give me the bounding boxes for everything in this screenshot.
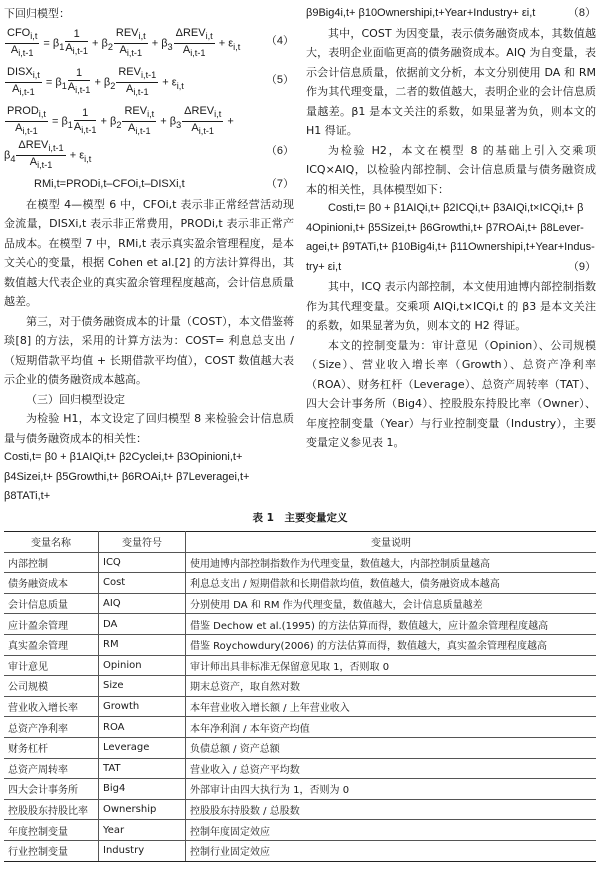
table-row bbox=[4, 758, 596, 779]
table-row bbox=[4, 737, 596, 758]
paragraph-h2: 为检验 H2，本文在模型 8 的基础上引入交乘项 ICQ×AIQ，以检验内部控制、会计信息质量与债务融资成本的相关性，具体模型如下： bbox=[306, 143, 596, 196]
table-row bbox=[4, 552, 596, 573]
paragraph-cost: 第三，对于债务融资成本的计量（COST），本文借鉴蒋琰[8] 的方法，采用的计算方法为：COST= 利息总支出 /（短期借款平均值 + 长期借款平均值），COST 数值越大表示企业的债务融资成本越高。 bbox=[4, 314, 294, 386]
left-column bbox=[4, 4, 294, 507]
cell-variable-description: 分别使用 DA 和 RM 作为代理变量，数值越大，会计信息质量越差 bbox=[186, 593, 597, 614]
cell-variable-symbol: Leverage bbox=[99, 737, 186, 758]
equation-7-text: RMi,t=PRODi,t–CFOi,t–DISXi,t bbox=[34, 178, 185, 190]
model-heading: 下回归模型： bbox=[4, 7, 70, 20]
table-header-row bbox=[4, 532, 596, 553]
cell-variable-name: 总资产净利率 bbox=[4, 717, 99, 738]
cell-variable-name: 内部控制 bbox=[4, 552, 99, 573]
cell-variable-description: 本年净利润 / 本年资产均值 bbox=[186, 717, 597, 738]
cell-variable-symbol: RM bbox=[99, 634, 186, 655]
table-row bbox=[4, 779, 596, 800]
cell-variable-name: 控股股东持股比率 bbox=[4, 799, 99, 820]
paragraph-explain-9: 其中，ICQ 表示内部控制，本文使用迪博内部控制指数作为其代理变量。交乘项 AIQi,t×ICQi,t 的 β3 是本文关注的系数，如果显著为负，则本文的 H2 得证。 bbox=[306, 280, 596, 332]
equation-9-tail: try+ εi,t bbox=[306, 260, 342, 273]
cell-variable-symbol: AIQ bbox=[99, 593, 186, 614]
equation-9-line-4 bbox=[306, 258, 596, 278]
cell-variable-symbol: Big4 bbox=[99, 779, 186, 800]
equation-8-line-2: β4Sizei,t+ β5Growthi,t+ β6ROAi,t+ β7Leveragei,t+ β8TATi,t+ bbox=[4, 470, 250, 502]
cell-variable-symbol: Size bbox=[99, 676, 186, 697]
table-body bbox=[4, 552, 596, 861]
table-row bbox=[4, 614, 596, 635]
header-variable-description: 变量说明 bbox=[186, 532, 597, 553]
equation-4: $\frac{CFO_{i,t}}{A_{i,t-1}}$ = $\beta_1$ $\frac{1}{A_{i,t-1}}$ + $\beta_2$ $\frac{REV_{i,t}}{A_{i,t-1}}$ + $\beta_3$ $\frac{\Delta REV_{i,t}}{A_{i,t-1}}$ + $\varepsilon_{i,t}$ （4） bbox=[7, 26, 294, 58]
equation-6: $\frac{PROD_{i,t}}{A_{i,t-1}}$ = $\beta_1$ $\frac{1}{A_{i,t-1}}$ + $\beta_2$ $\frac{REV_{i,t}}{A_{i,t-1}}$ + $\beta_3$ $\frac{\Delta REV_{i,t}}{A_{i,t-1}}$ + $\beta_4$ $\frac{\Delta REV_{i,t-1}}{A_{i,t-1}}$ + $\varepsilon_{i,t}$ （6） bbox=[4, 105, 294, 170]
table-row bbox=[4, 676, 596, 697]
equation-5: $\frac{DISX_{i,t}}{A_{i,t-1}}$ = $\beta_1$ $\frac{1}{A_{i,t-1}}$ + $\beta_2$ $\frac{REV_{i,t-1}}{A_{i,t-1}}$ + $\varepsilon_{i,t}$ （5） bbox=[7, 65, 294, 98]
cell-variable-description: 负债总额 / 资产总额 bbox=[186, 737, 597, 758]
cell-variable-symbol: Industry bbox=[99, 840, 186, 861]
equation-5-number: （5） bbox=[265, 73, 294, 86]
cell-variable-name: 营业收入增长率 bbox=[4, 696, 99, 717]
cell-variable-name: 财务杠杆 bbox=[4, 737, 99, 758]
equation-8-line-1: Costi,t= β0 + β1AIQi,t+ β2Cyclei,t+ β3Opinioni,t+ bbox=[4, 451, 243, 463]
table-caption: 表 1 主要变量定义 bbox=[252, 512, 348, 524]
cell-variable-symbol: ROA bbox=[99, 717, 186, 738]
cell-variable-symbol: ICQ bbox=[99, 552, 186, 573]
table-row bbox=[4, 634, 596, 655]
table-row bbox=[4, 717, 596, 738]
cell-variable-description: 期末总资产，取自然对数 bbox=[186, 676, 597, 697]
cell-variable-description: 审计师出具非标准无保留意见取 1，否则取 0 bbox=[186, 655, 597, 676]
paragraph-explain-8: 其中，COST 为因变量，表示债务融资成本，其数值越大，表明企业面临更高的债务融资成本。AIQ 为自变量，表示会计信息质量，依据前文分析，本文分别使用 DA 和 RM 作为其代理变量，二者的数值越大，表明企业的会计信息质量越差。β1 是本文关注的系数，如果显著为负，则本文的 H1 得证。 bbox=[306, 26, 596, 137]
equation-9-number: （9） bbox=[567, 260, 596, 273]
table-row bbox=[4, 696, 596, 717]
paragraph-h1: 为检验 H1，本文设定了回归模型 8 来检验会计信息质量与债务融资成本的相关性： bbox=[4, 412, 294, 445]
cell-variable-symbol: TAT bbox=[99, 758, 186, 779]
paragraph-controls: 本文的控制变量为：审计意见（Opinion）、公司规模（Size）、营业收入增长率（Growth）、总资产净利率（ROA）、财务杠杆（Leverage）、总资产周转率（TAT）、四大会计事务所（Big4）、控股股东持股比率（Owner）、年度控制变量（Year）与行业控制变量（Industry），主要变量定义参见表 1。 bbox=[306, 338, 596, 449]
cell-variable-name: 总资产周转率 bbox=[4, 758, 99, 779]
cell-variable-description: 控股股东持股数 / 总股数 bbox=[186, 799, 597, 820]
table-row bbox=[4, 655, 596, 676]
cell-variable-description: 利息总支出 / 短期借款和长期借款均值，数值越大，债务融资成本越高 bbox=[186, 573, 597, 594]
cell-variable-symbol: Opinion bbox=[99, 655, 186, 676]
header-variable-name: 变量名称 bbox=[4, 532, 99, 553]
table-row bbox=[4, 799, 596, 820]
cell-variable-name: 会计信息质量 bbox=[4, 593, 99, 614]
variable-definition-table bbox=[4, 531, 596, 862]
cell-variable-symbol: Year bbox=[99, 820, 186, 841]
equation-7-number: （7） bbox=[265, 178, 294, 190]
cell-variable-symbol: DA bbox=[99, 614, 186, 635]
cell-variable-name: 公司规模 bbox=[4, 676, 99, 697]
equation-4-number: （4） bbox=[265, 34, 294, 47]
cell-variable-description: 本年营业收入增长额 / 上年营业收入 bbox=[186, 696, 597, 717]
cell-variable-name: 年度控制变量 bbox=[4, 820, 99, 841]
equation-8-line-3 bbox=[306, 4, 596, 24]
equation-6-number: （6） bbox=[265, 145, 294, 158]
cell-variable-symbol: Growth bbox=[99, 696, 186, 717]
cell-variable-description: 借鉴 Dechow et al.(1995) 的方法估算而得，数值越大，应计盈余管理程度越高 bbox=[186, 614, 597, 635]
right-column bbox=[306, 4, 596, 453]
equation-9-line-2: 4Opinioni,t+ β5Sizei,t+ β6Growthi,t+ β7ROAi,t+ β8Lever- bbox=[306, 221, 584, 234]
cell-variable-description: 营业收入 / 总资产平均数 bbox=[186, 758, 597, 779]
cell-variable-description: 控制年度固定效应 bbox=[186, 820, 597, 841]
cell-variable-description: 借鉴 Roychowdury(2006) 的方法估算而得，数值越大，真实盈余管理程度越高 bbox=[186, 634, 597, 655]
cell-variable-name: 债务融资成本 bbox=[4, 573, 99, 594]
equation-7 bbox=[4, 175, 294, 195]
table-row bbox=[4, 573, 596, 594]
equation-8-tail: β9Big4i,t+ β10Ownershipi,t+Year+Industry+ εi,t bbox=[306, 7, 536, 19]
cell-variable-description: 控制行业固定效应 bbox=[186, 840, 597, 861]
table-row bbox=[4, 593, 596, 614]
paragraph-models: 在模型 4—模型 6 中，CFOi,t 表示非正常经营活动现金流量，DISXi,t 表示非正常费用，PRODi,t 表示非正常产品成本。在模型 7 中，RMi,t 表示真实盈余管理程度，是本文关心的变量，根据 Cohen et al.[2] 的方法计算得出，其数值越大代表企业的真实盈余管理程度越高，会计信息质量越差。 bbox=[4, 197, 294, 308]
equation-9-line-3: agei,t+ β9TATi,t+ β10Big4i,t+ β11Ownershipi,t+Year+Indus- bbox=[306, 241, 595, 253]
cell-variable-name: 应计盈余管理 bbox=[4, 614, 99, 635]
cell-variable-description: 外部审计由四大执行为 1，否则为 0 bbox=[186, 779, 597, 800]
header-variable-symbol: 变量符号 bbox=[99, 532, 186, 553]
table-row bbox=[4, 820, 596, 841]
cell-variable-description: 使用迪博内部控制指数作为代理变量，数值越大，内部控制质量越高 bbox=[186, 552, 597, 573]
cell-variable-name: 行业控制变量 bbox=[4, 840, 99, 861]
cell-variable-symbol: Cost bbox=[99, 573, 186, 594]
cell-variable-symbol: Ownership bbox=[99, 799, 186, 820]
section-heading: （三）回归模型设定 bbox=[26, 392, 125, 406]
cell-variable-name: 真实盈余管理 bbox=[4, 634, 99, 655]
cell-variable-name: 四大会计事务所 bbox=[4, 779, 99, 800]
table-row bbox=[4, 840, 596, 861]
equation-8-number: （8） bbox=[567, 7, 596, 19]
equation-9-line-1: Costi,t= β0 + β1AIQi,t+ β2ICQi,t+ β3AIQi,t×ICQi,t+ β bbox=[328, 202, 584, 214]
cell-variable-name: 审计意见 bbox=[4, 655, 99, 676]
